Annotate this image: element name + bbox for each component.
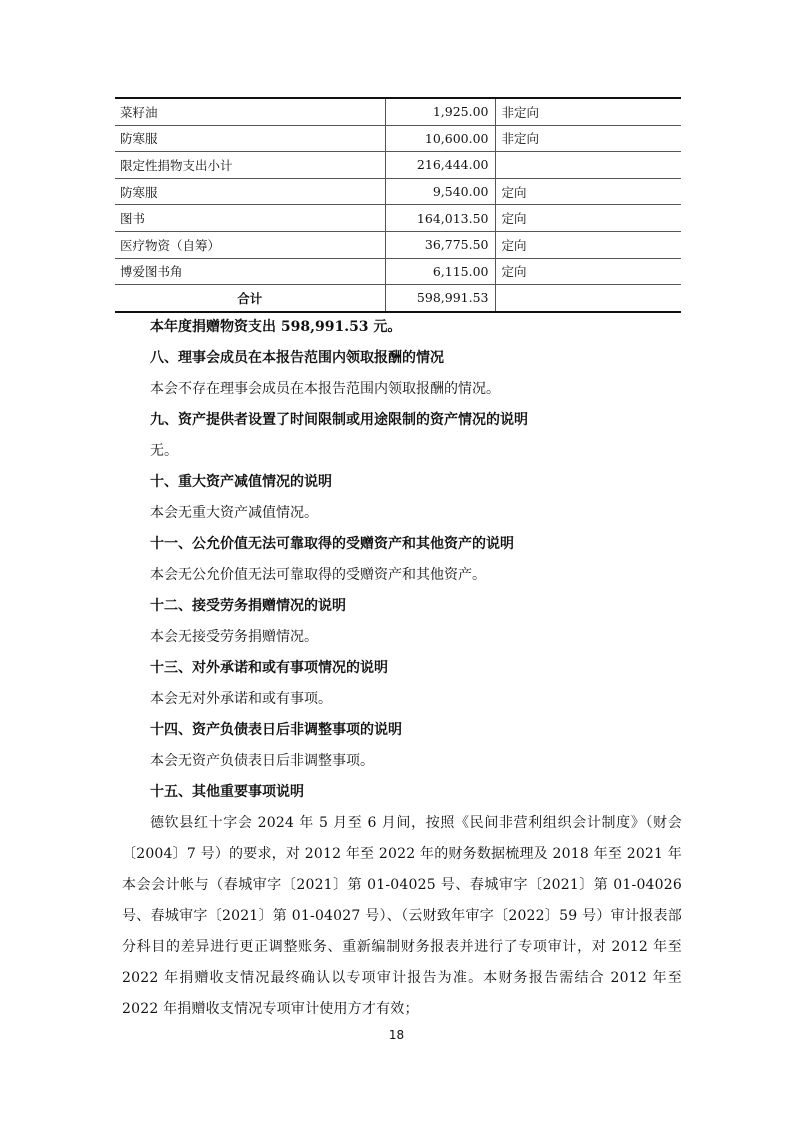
section-heading: 八、理事会成员在本报告范围内领取报酬的情况: [150, 350, 444, 366]
item-note: 定向: [495, 178, 681, 205]
item-amount: 216,444.00: [385, 152, 495, 179]
table-row: [115, 125, 681, 152]
section-heading: 十二、接受劳务捐赠情况的说明: [150, 598, 346, 614]
item-amount: 1,925.00: [385, 98, 495, 125]
item-name: 医疗物资（自筹）: [115, 231, 385, 258]
section-body-paragraph: 德钦县红十字会 2024 年 5 月至 6 月间，按照《民间非营利组织会计制度》（财会〔2004〕7 号）的要求，对 2012 年至 2022 年的财务数据梳理及 2018 年至 2021 年本会会计帐与（春城审字〔2021〕第 01-04025 号、春城审字〔2021〕第 01-04026 号、春城审字〔2021〕第 01-04027 号）、（云财致年审字〔2022〕59 号）审计报表部分科目的差异进行更正调整账务、重新编制财务报表并进行了专项审计，对 2012 年至 2022 年捐赠收支情况最终确认以专项审计报告为准。本财务报告需结合 2012 年至 2022 年捐赠收支情况专项审计使用方才有效；: [122, 815, 682, 1017]
table-row: [115, 98, 681, 125]
item-amount: 6,115.00: [385, 258, 495, 285]
item-name: 限定性捐物支出小计: [115, 152, 385, 179]
table-row: [115, 231, 681, 258]
section-heading: 十五、其他重要事项说明: [150, 784, 304, 800]
item-amount: 164,013.50: [385, 205, 495, 232]
item-name: 防寒服: [115, 178, 385, 205]
item-note: 非定向: [495, 98, 681, 125]
item-amount: 9,540.00: [385, 178, 495, 205]
section-heading: 十一、公允价值无法可靠取得的受赠资产和其他资产的说明: [150, 536, 514, 552]
item-name: 图书: [115, 205, 385, 232]
page-number: 18: [388, 1028, 405, 1042]
item-amount: 10,600.00: [385, 125, 495, 152]
section-body: 本会无资产负债表日后非调整事项。: [150, 753, 374, 769]
item-name: 博爱图书角: [115, 258, 385, 285]
table-row: [115, 178, 681, 205]
table-row: [115, 258, 681, 285]
total-note: [495, 285, 681, 312]
section-heading: 九、资产提供者设置了时间限制或用途限制的资产情况的说明: [150, 412, 528, 428]
item-name: 防寒服: [115, 125, 385, 152]
section-body: 本会无对外承诺和或有事项。: [150, 691, 332, 707]
section-body: 本会无重大资产减值情况。: [150, 505, 318, 521]
item-note: 非定向: [495, 125, 681, 152]
item-amount: 36,775.50: [385, 231, 495, 258]
section-heading: 十四、资产负债表日后非调整事项的说明: [150, 722, 402, 738]
item-name: 菜籽油: [115, 98, 385, 125]
table-row: [115, 205, 681, 232]
section-body: 本会无接受劳务捐赠情况。: [150, 629, 318, 645]
section-body: 本会不存在理事会成员在本报告范围内领取报酬的情况。: [150, 381, 500, 397]
section-body: 本会无公允价值无法可靠取得的受赠资产和其他资产。: [150, 567, 486, 583]
item-note: 定向: [495, 231, 681, 258]
report-body: [122, 312, 682, 1025]
section-body: 无。: [150, 443, 178, 459]
summary-line: 本年度捐赠物资支出 598,991.53 元。: [150, 319, 402, 335]
donation-expense-table: [115, 97, 681, 313]
item-note: [495, 152, 681, 179]
item-note: 定向: [495, 258, 681, 285]
table-row: [115, 152, 681, 179]
section-heading: 十、重大资产减值情况的说明: [150, 474, 332, 490]
total-label: 合计: [115, 285, 385, 312]
table-total-row: [115, 285, 681, 312]
section-heading: 十三、对外承诺和或有事项情况的说明: [150, 660, 388, 676]
item-note: 定向: [495, 205, 681, 232]
total-amount: 598,991.53: [385, 285, 495, 312]
